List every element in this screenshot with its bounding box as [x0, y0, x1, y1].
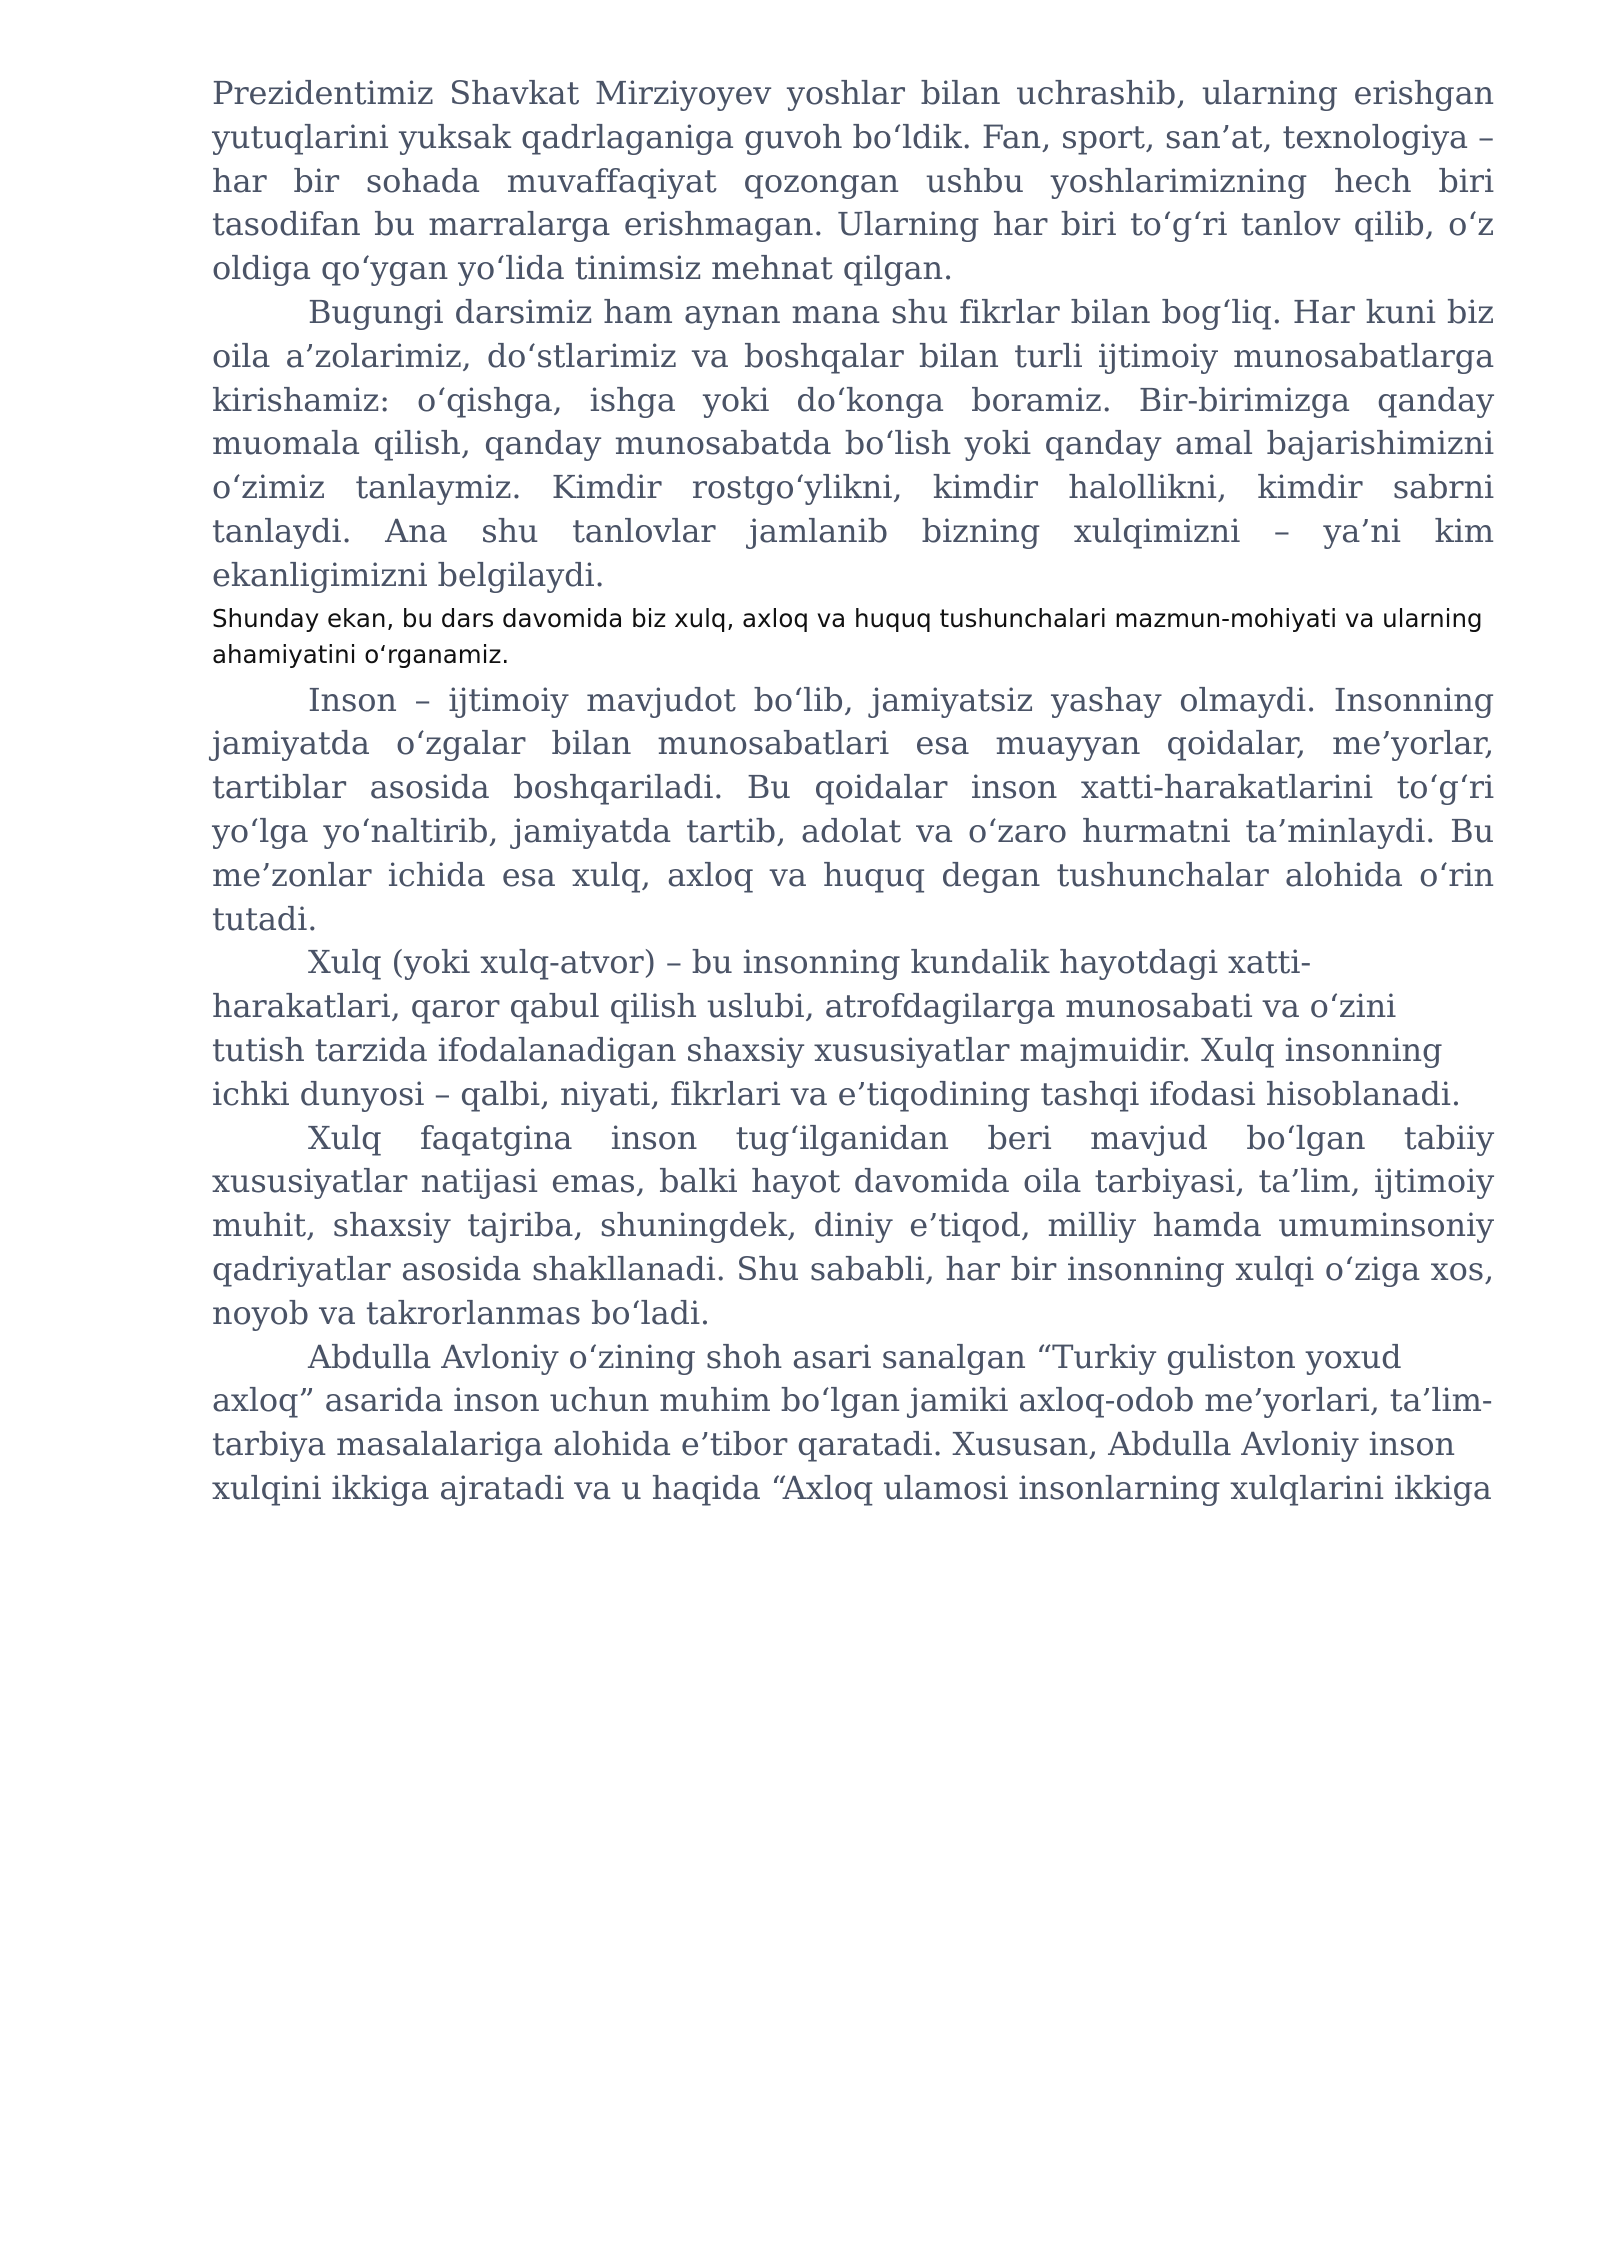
lesson-goal-note: Shunday ekan, bu dars davomida biz xulq, axloq va huquq tushunchalari mazmun-mohiyati va ularning ahamiyatini o‘rganamiz.	[212, 603, 1483, 669]
paragraph-xulq-definition: Xulq (yoki xulq-atvor) – bu insonning kundalik hayotdagi xatti-harakatlari, qaror qabul qilish uslubi, atrofdagilarga munosabati va o‘zini tutish tarzida ifodalanadigan shaxsiy xususiyatlar majmuidir. Xulq insonning ichki dunyosi – qalbi, niyati, fikrlari va e’tiqodining tashqi ifodasi hisoblanadi.	[212, 943, 1461, 1113]
paragraph-intro: Prezidentimiz Shavkat Mirziyoyev yoshlar bilan uchrashib, ularning erishgan yutuqlarini yuksak qadrlaganiga guvoh bo‘ldik. Fan, sport, san’at, texnologiya – har bir sohada muvaffaqiyat qozongan ushbu yoshlarimizning hech biri tasodifan bu marralarga erishmagan. Ularning har biri to‘g‘ri tanlov qilib, o‘z oldiga qo‘ygan yo‘lida tinimsiz mehnat qilgan.	[212, 74, 1494, 288]
paragraph-avloniy: Abdulla Avloniy o‘zining shoh asari sanalgan “Turkiy guliston yoxud axloq” asarida inson uchun muhim bo‘lgan jamiki axloq-odob me’yorlari, ta’lim-tarbiya masalalariga alohida e’tibor qaratadi. Xususan, Abdulla Avloniy inson xulqini ikkiga ajratadi va u haqida “Axloq ulamosi insonlarning xulqlarini ikkiga	[212, 1337, 1493, 1507]
document-page	[212, 72, 1494, 1511]
paragraph-lesson-topic: Bugungi darsimiz ham aynan mana shu fikrlar bilan bog‘liq. Har kuni biz oila a’zolarimiz, do‘stlarimiz va boshqalar bilan turli ijtimoiy munosabatlarga kirishamiz: o‘qishga, ishga yoki do‘konga boramiz. Bir-birimizga qanday muomala qilish, qanday munosabatda bo‘lish yoki qanday amal bajarishimizni o‘zimiz tanlaymiz. Kimdir rostgo‘ylikni, kimdir halollikni, kimdir sabrni tanlaydi. Ana shu tanlovlar jamlanib bizning xulqimizni – ya’ni kim ekanligimizni belgilaydi.	[212, 292, 1494, 594]
paragraph-inson: Inson – ijtimoiy mavjudot bo‘lib, jamiyatsiz yashay olmaydi. Insonning jamiyatda o‘zgalar bilan munosabatlari esa muayyan qoidalar, me’yorlar, tartiblar asosida boshqariladi. Bu qoidalar inson xatti-harakatlarini to‘g‘ri yo‘lga yo‘naltirib, jamiyatda tartib, adolat va o‘zaro hurmatni ta’minlaydi. Bu me’zonlar ichida esa xulq, axloq va huquq degan tushunchalar alohida o‘rin tutadi.	[212, 680, 1494, 938]
paragraph-xulq-formation: Xulq faqatgina inson tug‘ilganidan beri mavjud bo‘lgan tabiiy xususiyatlar natijasi emas, balki hayot davomida oila tarbiyasi, ta’lim, ijtimoiy muhit, shaxsiy tajriba, shuningdek, diniy e’tiqod, milliy hamda umuminsoniy qadriyatlar asosida shakllanadi. Shu sababli, har bir insonning xulqi o‘ziga xos, noyob va takrorlanmas bo‘ladi.	[212, 1118, 1494, 1332]
